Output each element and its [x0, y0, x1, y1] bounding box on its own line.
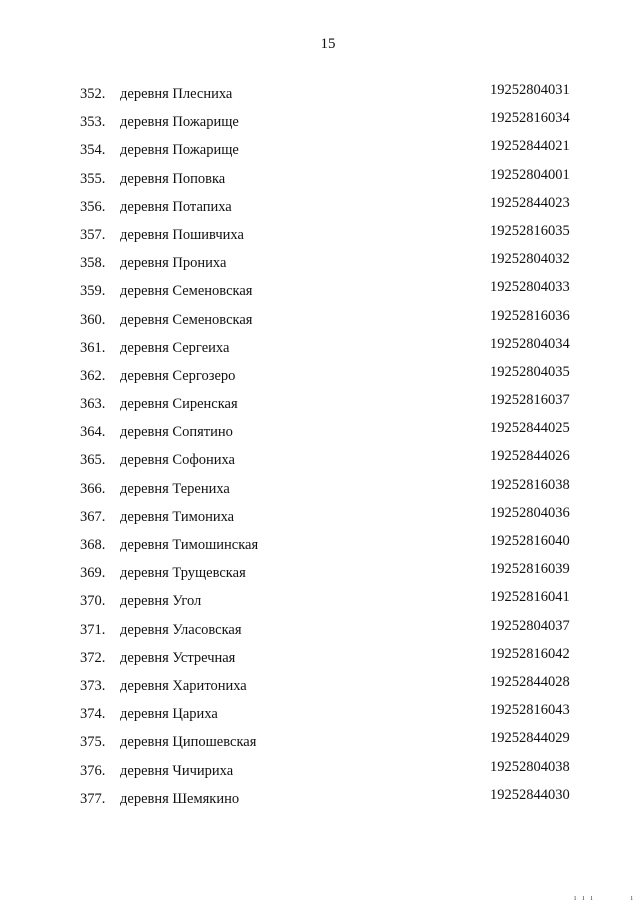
- list-item: [80, 531, 590, 559]
- oktmo-code: 19252816039: [490, 561, 570, 578]
- list-item: [80, 446, 590, 474]
- settlement-name: деревня Ципошевская: [120, 734, 257, 751]
- settlement-name: деревня Семеновская: [120, 311, 253, 328]
- item-number: 353.: [80, 114, 106, 131]
- oktmo-code: 19252816041: [490, 589, 570, 606]
- item-number: 376.: [80, 762, 106, 779]
- item-number: 366.: [80, 480, 106, 497]
- list-item: [80, 785, 590, 813]
- list-item: [80, 136, 590, 164]
- settlement-name: деревня Трущевская: [120, 565, 246, 582]
- list-item: [80, 362, 590, 390]
- oktmo-code: 19252804035: [490, 363, 570, 380]
- list-item: [80, 193, 590, 221]
- settlement-name: деревня Сопятино: [120, 424, 233, 441]
- oktmo-code: 19252816034: [490, 110, 570, 127]
- settlement-name: деревня Тимониха: [120, 508, 235, 525]
- settlement-name: деревня Цариха: [120, 706, 218, 723]
- oktmo-code: 19252804037: [490, 617, 570, 634]
- oktmo-code: 19252816037: [490, 392, 570, 409]
- settlement-name: деревня Харитониха: [120, 677, 247, 694]
- settlement-name: деревня Пожарище: [120, 114, 239, 131]
- list-item: [80, 672, 590, 700]
- list-item: [80, 616, 590, 644]
- item-number: 375.: [80, 734, 106, 751]
- settlement-name: деревня Сергеиха: [120, 339, 230, 356]
- oktmo-code: 19252844025: [490, 420, 570, 437]
- item-number: 364.: [80, 424, 106, 441]
- item-number: 357.: [80, 226, 106, 243]
- list-item: [80, 334, 590, 362]
- oktmo-code: 19252816035: [490, 222, 570, 239]
- settlement-name: деревня Сергозеро: [120, 367, 236, 384]
- list-item: [80, 306, 590, 334]
- list-item: [80, 221, 590, 249]
- item-number: 371.: [80, 621, 106, 638]
- oktmo-code: 19252844028: [490, 673, 570, 690]
- settlement-list: [80, 80, 590, 813]
- oktmo-code: 19252804036: [490, 504, 570, 521]
- item-number: 362.: [80, 367, 106, 384]
- list-item: [80, 80, 590, 108]
- settlement-name: деревня Сиренская: [120, 396, 238, 413]
- list-item: [80, 503, 590, 531]
- item-number: 365.: [80, 452, 106, 469]
- list-item: [80, 249, 590, 277]
- settlement-name: деревня Семеновская: [120, 283, 253, 300]
- oktmo-code: 19252816042: [490, 645, 570, 662]
- item-number: 373.: [80, 677, 106, 694]
- oktmo-code: 19252804001: [490, 166, 570, 183]
- list-item: [80, 728, 590, 756]
- oktmo-code: 19252844029: [490, 730, 570, 747]
- oktmo-code: 19252816040: [490, 533, 570, 549]
- item-number: 377.: [80, 790, 106, 807]
- oktmo-code: 19252844023: [490, 194, 570, 211]
- settlement-name: деревня Угол: [120, 593, 202, 610]
- list-item: [80, 587, 590, 615]
- settlement-name: деревня Шемякино: [120, 790, 240, 807]
- item-number: 361.: [80, 339, 106, 356]
- oktmo-code: 19252804032: [490, 251, 570, 268]
- list-item: [80, 559, 590, 587]
- settlement-name: деревня Устречная: [120, 649, 236, 666]
- settlement-name: деревня Пошивчиха: [120, 226, 244, 243]
- settlement-name: деревня Чичириха: [120, 762, 234, 779]
- list-item: [80, 390, 590, 418]
- oktmo-code: 19252804033: [490, 279, 570, 296]
- list-item: [80, 475, 590, 503]
- item-number: 374.: [80, 706, 106, 723]
- settlement-name: деревня Уласовская: [120, 621, 242, 638]
- item-number: 369.: [80, 565, 106, 582]
- settlement-name: деревня Терениха: [120, 480, 230, 497]
- oktmo-code: 19252804031: [490, 82, 570, 98]
- settlement-name: деревня Софониха: [120, 452, 235, 469]
- settlement-name: деревня Поповка: [120, 170, 226, 187]
- oktmo-code: 19252844021: [490, 138, 570, 155]
- item-number: 358.: [80, 255, 106, 272]
- list-item: [80, 277, 590, 305]
- item-number: 363.: [80, 396, 106, 413]
- oktmo-code: 19252804034: [490, 335, 570, 352]
- item-number: 367.: [80, 508, 106, 525]
- scan-marks: ı ı ı ı: [574, 893, 635, 902]
- oktmo-code: 19252844030: [490, 786, 570, 803]
- item-number: 372.: [80, 649, 106, 666]
- settlement-name: деревня Потапиха: [120, 198, 232, 215]
- list-item: [80, 418, 590, 446]
- oktmo-code: 19252816043: [490, 702, 570, 719]
- item-number: 354.: [80, 142, 106, 159]
- item-number: 368.: [80, 537, 106, 553]
- item-number: 370.: [80, 593, 106, 610]
- oktmo-code: 19252844026: [490, 448, 570, 465]
- list-item: [80, 644, 590, 672]
- oktmo-code: 19252804038: [490, 758, 570, 775]
- settlement-name: деревня Тимошинская: [120, 537, 259, 553]
- list-item: [80, 165, 590, 193]
- oktmo-code: 19252816036: [490, 307, 570, 324]
- item-number: 360.: [80, 311, 106, 328]
- item-number: 355.: [80, 170, 106, 187]
- item-number: 352.: [80, 86, 106, 102]
- list-item: [80, 108, 590, 136]
- settlement-name: деревня Плесниха: [120, 86, 233, 102]
- settlement-name: деревня Прониха: [120, 255, 227, 272]
- settlement-name: деревня Пожарище: [120, 142, 239, 159]
- list-item: [80, 700, 590, 728]
- item-number: 356.: [80, 198, 106, 215]
- list-item: [80, 757, 590, 785]
- oktmo-code: 19252816038: [490, 476, 570, 493]
- page-number: 15: [320, 36, 336, 52]
- item-number: 359.: [80, 283, 106, 300]
